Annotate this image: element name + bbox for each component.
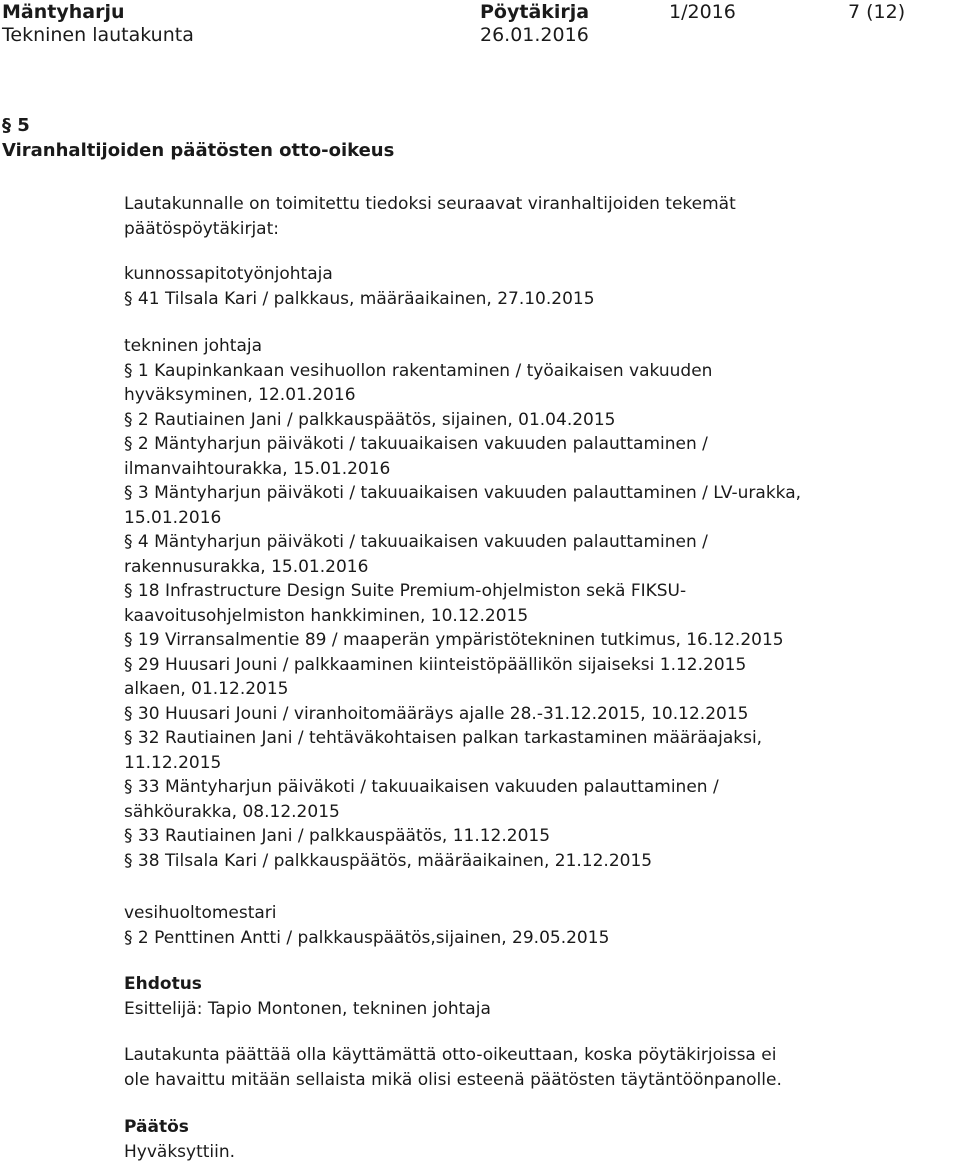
decision-item: § 19 Virransalmentie 89 / maaperän ympäristötekninen tutkimus, 16.12.2015 (124, 630, 784, 650)
decision-item: 11.12.2015 (124, 752, 222, 773)
decision-item: § 38 Tilsala Kari / palkkauspäätös, määräaikainen, 21.12.2015 (124, 850, 653, 871)
document-type: Pöytäkirja (480, 1, 590, 23)
proposal-block (124, 972, 491, 1021)
decision-item: ilmanvaihtourakka, 15.01.2016 (124, 458, 391, 479)
proposal-text (124, 1043, 782, 1092)
decision-item: § 18 Infrastructure Design Suite Premium-ohjelmiston sekä FIKSU- (124, 581, 687, 601)
decision-item: kaavoitusohjelmiston hankkiminen, 10.12.2015 (124, 605, 529, 626)
proposal-text-line: ole havaittu mitään sellaista mikä olisi esteenä päätösten täytäntöönpanolle. (124, 1069, 782, 1090)
decision-item: sähköurakka, 08.12.2015 (124, 801, 340, 822)
committee-name: Tekninen lautakunta (2, 24, 194, 46)
official-title: vesihuoltomestari (124, 903, 277, 923)
decision-group-water-supply-foreman (124, 901, 609, 950)
meeting-date: 26.01.2016 (480, 24, 589, 46)
official-title: tekninen johtaja (124, 336, 263, 356)
decision-item: § 29 Huusari Jouni / palkkaaminen kiinteistöpäällikön sijaiseksi 1.12.2015 (124, 654, 747, 675)
page-number: 7 (12) (848, 1, 906, 23)
intro-line: Lautakunnalle on toimitettu tiedoksi seuraavat viranhaltijoiden tekemät (124, 194, 736, 214)
decision-block (124, 1115, 235, 1164)
section-title: Viranhaltijoiden päätösten otto-oikeus (2, 140, 395, 161)
intro-paragraph (124, 192, 736, 241)
presenter-line: Esittelijä: Tapio Montonen, tekninen johtaja (124, 998, 491, 1019)
document-number: 1/2016 (669, 1, 736, 23)
decision-item: § 32 Rautiainen Jani / tehtäväkohtaisen palkan tarkastaminen määräajaksi, (124, 728, 763, 748)
decision-item: § 33 Rautiainen Jani / palkkauspäätös, 11.12.2015 (124, 826, 551, 846)
decision-item: § 30 Huusari Jouni / viranhoitomääräys ajalle 28.-31.12.2015, 10.12.2015 (124, 703, 749, 724)
decision-item: § 3 Mäntyharjun päiväkoti / takuuaikaisen vakuuden palauttaminen / LV-urakka, (124, 483, 802, 503)
decision-group-technical-director (124, 334, 801, 873)
proposal-heading: Ehdotus (124, 974, 202, 994)
decision-text: Hyväksyttiin. (124, 1141, 236, 1162)
section-number: § 5 (2, 115, 30, 136)
decision-item: alkaen, 01.12.2015 (124, 679, 289, 699)
decision-group-maintenance-foreman (124, 262, 595, 311)
official-title: kunnossapitotyönjohtaja (124, 264, 333, 284)
decision-item: rakennusurakka, 15.01.2016 (124, 556, 369, 577)
decision-heading: Päätös (124, 1117, 189, 1137)
decision-item: 15.01.2016 (124, 507, 222, 528)
decision-item: § 4 Mäntyharjun päiväkoti / takuuaikaisen vakuuden palauttaminen / (124, 532, 708, 552)
decision-item: § 1 Kaupinkankaan vesihuollon rakentaminen / työaikaisen vakuuden (124, 360, 713, 381)
decision-item: § 33 Mäntyharjun päiväkoti / takuuaikaisen vakuuden palauttaminen / (124, 777, 719, 797)
decision-item: hyväksyminen, 12.01.2016 (124, 385, 356, 405)
decision-item: § 2 Penttinen Antti / palkkauspäätös,sijainen, 29.05.2015 (124, 927, 610, 948)
proposal-text-line: Lautakunta päättää olla käyttämättä otto-oikeuttaan, koska pöytäkirjoissa ei (124, 1045, 777, 1065)
organization-name: Mäntyharju (2, 1, 125, 23)
decision-item: § 41 Tilsala Kari / palkkaus, määräaikainen, 27.10.2015 (124, 288, 595, 309)
decision-item: § 2 Mäntyharjun päiväkoti / takuuaikaisen vakuuden palauttaminen / (124, 434, 708, 454)
decision-item: § 2 Rautiainen Jani / palkkauspäätös, sijainen, 01.04.2015 (124, 409, 616, 430)
intro-line: päätöspöytäkirjat: (124, 218, 279, 239)
